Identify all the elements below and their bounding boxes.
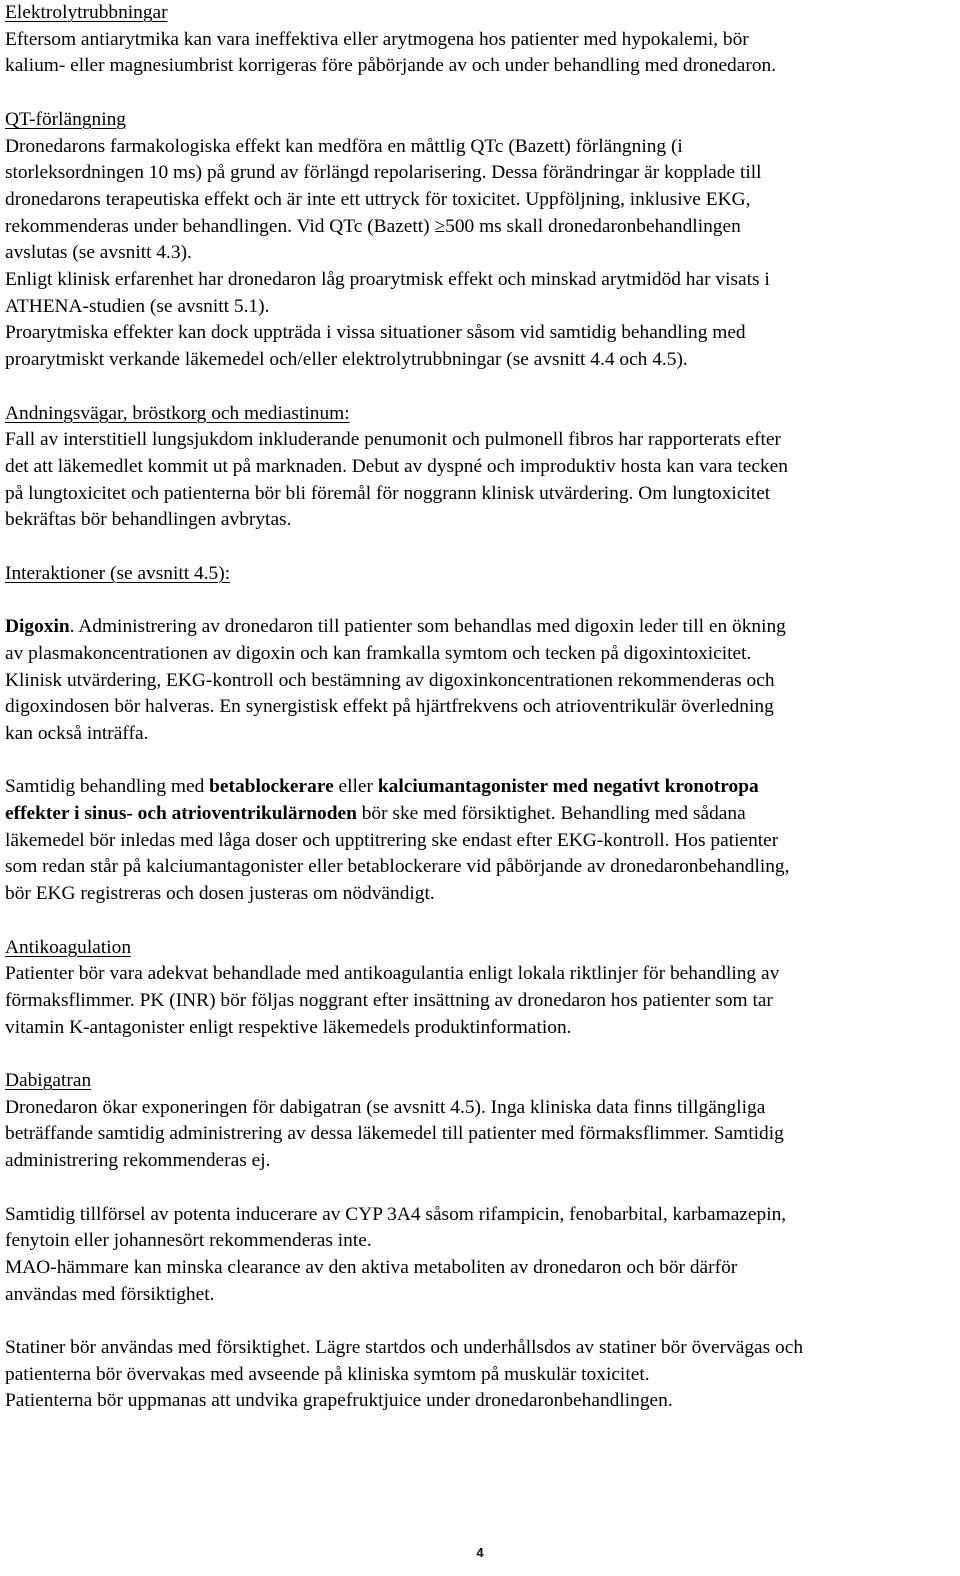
digoxin-line1-rest: . Administrering av dronedaron till patienter som behandlas med digoxin leder till en ökning bbox=[69, 616, 786, 638]
section-statiner bbox=[5, 1335, 955, 1415]
text-line: rekommenderas under behandlingen. Vid QTc (Bazett) ≥500 ms skall dronedaronbehandlingen bbox=[5, 215, 741, 237]
text-line: Dronedarons farmakologiska effekt kan medföra en måttlig QTc (Bazett) förlängning (i bbox=[5, 135, 683, 157]
text-line: beträffande samtidig administrering av dessa läkemedel till patienter med förmaksflimmer. Samtidig bbox=[5, 1123, 784, 1145]
text-line: Statiner bör användas med försiktighet. Lägre startdos och underhållsdos av statiner bör övervägas och bbox=[5, 1337, 804, 1359]
section-andningsvagar bbox=[5, 401, 955, 535]
digoxin-lead: Digoxin bbox=[5, 616, 70, 638]
section-antikoagulation bbox=[5, 935, 955, 1042]
text-line: Dronedaron ökar exponeringen för dabigatran (se avsnitt 4.5). Inga kliniska data finns tillgängliga bbox=[5, 1096, 766, 1118]
section-betablockerare bbox=[5, 774, 955, 908]
text-line: Samtidig tillförsel av potenta inducerare av CYP 3A4 såsom rifampicin, fenobarbital, karbamazepin, bbox=[5, 1203, 787, 1225]
text-line: kan också inträffa. bbox=[5, 722, 149, 744]
section-heading: Antikoagulation bbox=[5, 936, 132, 958]
text-line: av plasmakoncentrationen av digoxin och kan framkalla symtom och tecken på digoxintoxicitet. bbox=[5, 642, 752, 664]
page-number: 4 bbox=[476, 1545, 484, 1560]
text-line: förmaksflimmer. PK (INR) bör följas noggrant efter insättning av dronedaron hos patienter som tar bbox=[5, 989, 773, 1011]
section-interaktioner bbox=[5, 561, 955, 588]
section-elektrolytrubbningar bbox=[5, 0, 955, 80]
text-line: Patienterna bör uppmanas att undvika grapefruktjuice under dronedaronbehandlingen. bbox=[5, 1390, 673, 1412]
text-line: MAO-hämmare kan minska clearance av den aktiva metaboliten av dronedaron och bör därför bbox=[5, 1256, 738, 1278]
section-heading: QT-förlängning bbox=[5, 108, 126, 130]
section-digoxin bbox=[5, 614, 955, 748]
text-line bbox=[5, 801, 955, 828]
text-line: ATHENA-studien (se avsnitt 5.1). bbox=[5, 295, 270, 317]
text-line: på lungtoxicitet och patienterna bör bli föremål för noggrann klinisk utvärdering. Om lungtoxicitet bbox=[5, 482, 771, 504]
betablock-bold-2: kalciumantagonister med negativt kronotropa bbox=[377, 776, 759, 798]
text-line: fenytoin eller johannesört rekommenderas inte. bbox=[5, 1230, 372, 1252]
text-line: Proarytmiska effekter kan dock uppträda i vissa situationer såsom vid samtidig behandling med bbox=[5, 322, 746, 344]
text-line: Klinisk utvärdering, EKG-kontroll och bestämning av digoxinkoncentrationen rekommenderas och bbox=[5, 669, 775, 691]
text-line: bekräftas bör behandlingen avbrytas. bbox=[5, 509, 292, 531]
text-line: läkemedel bör inledas med låga doser och upptitrering ske endast efter EKG-kontroll. Hos patienter bbox=[5, 829, 779, 851]
section-dabigatran bbox=[5, 1068, 955, 1175]
section-qt-forlangning bbox=[5, 107, 955, 374]
text-line: Patienter bör vara adekvat behandlade med antikoagulantia enligt lokala riktlinjer för behandling av bbox=[5, 963, 780, 985]
section-heading: Interaktioner (se avsnitt 4.5): bbox=[5, 562, 231, 584]
text-line: Fall av interstitiell lungsjukdom inkluderande penumonit och pulmonell fibros har rapporterats efter bbox=[5, 429, 781, 451]
betablock-mid: eller bbox=[333, 776, 378, 798]
text-line: administrering rekommenderas ej. bbox=[5, 1150, 271, 1172]
text-line: avslutas (se avsnitt 4.3). bbox=[5, 242, 192, 264]
section-heading: Dabigatran bbox=[5, 1070, 92, 1092]
text-line: det att läkemedlet kommit ut på marknaden. Debut av dyspné och improduktiv hosta kan vara tecken bbox=[5, 455, 788, 477]
text-line: Eftersom antiarytmika kan vara ineffektiva eller arytmogena hos patienter med hypokalemi, bör bbox=[5, 28, 749, 50]
betablock-bold-3: effekter i sinus- och atrioventrikulärnoden bbox=[5, 803, 357, 825]
text-line: vitamin K-antagonister enligt respektive läkemedels produktinformation. bbox=[5, 1016, 572, 1038]
text-line bbox=[5, 774, 955, 801]
text-line: Enligt klinisk erfarenhet har dronedaron låg proarytmisk effekt och minskad arytmidöd har visats i bbox=[5, 269, 770, 291]
text-line: digoxindosen bör halveras. En synergistisk effekt på hjärtfrekvens och atrioventrikulär överledning bbox=[5, 696, 774, 718]
text-line: användas med försiktighet. bbox=[5, 1283, 215, 1305]
section-cyp3a4 bbox=[5, 1202, 955, 1309]
betablock-line2-rest: bör ske med försiktighet. Behandling med sådana bbox=[356, 803, 746, 825]
text-line: patienterna bör övervakas med avseende på kliniska symtom på muskulär toxicitet. bbox=[5, 1363, 650, 1385]
text-line: bör EKG registreras och dosen justeras om nödvändigt. bbox=[5, 883, 435, 905]
text-line bbox=[5, 614, 955, 641]
text-line: dronedarons terapeutiska effekt och är inte ett uttryck för toxicitet. Uppföljning, inklusive EKG, bbox=[5, 188, 751, 210]
section-heading: Andningsvägar, bröstkorg och mediastinum: bbox=[5, 402, 350, 424]
betablock-bold-1: betablockerare bbox=[209, 776, 334, 798]
text-line: proarytmiskt verkande läkemedel och/eller elektrolytrubbningar (se avsnitt 4.4 och 4.5). bbox=[5, 349, 688, 371]
text-line: storleksordningen 10 ms) på grund av förlängd repolarisering. Dessa förändringar är kopplade till bbox=[5, 162, 762, 184]
document-page bbox=[5, 0, 955, 1560]
text-line: som redan står på kalciumantagonister eller betablockerare vid påbörjande av dronedaronbehandling, bbox=[5, 856, 790, 878]
section-heading: Elektrolytrubbningar bbox=[5, 2, 168, 23]
betablock-pre: Samtidig behandling med bbox=[5, 776, 210, 798]
text-line: kalium- eller magnesiumbrist korrigeras före påbörjande av och under behandling med dronedaron. bbox=[5, 55, 777, 77]
